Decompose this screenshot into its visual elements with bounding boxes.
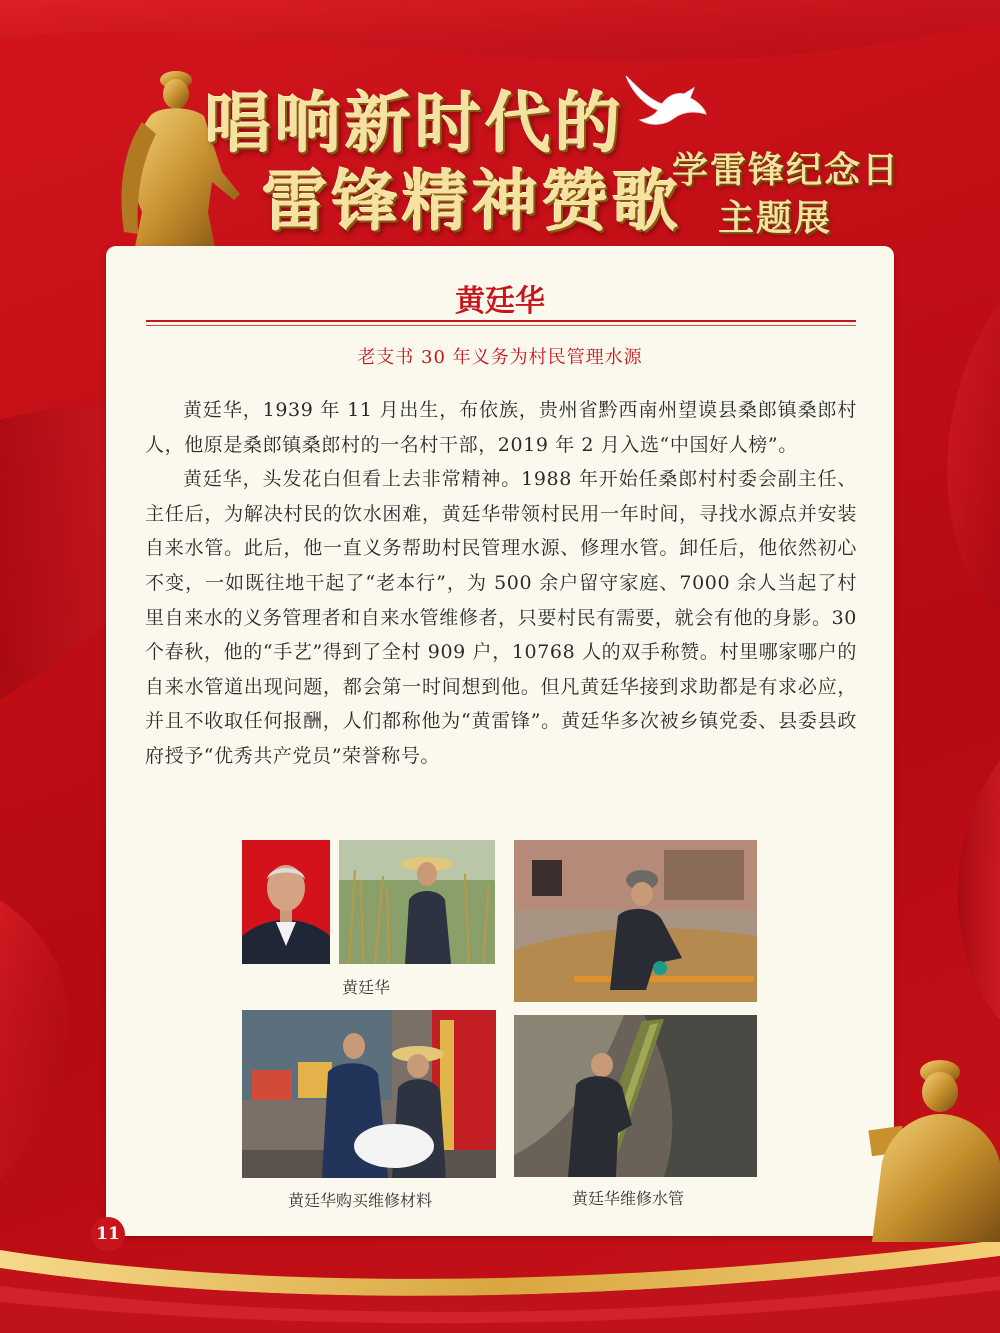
caption-repair: 黄廷华维修水管 xyxy=(572,1189,685,1208)
pipe-repair-slope-photo xyxy=(514,1015,757,1177)
theme-subtitle-line-1: 学雷锋纪念日 xyxy=(672,149,901,191)
article-body xyxy=(145,393,857,774)
article-subtitle: 老支书 30 年义务为村民管理水源 xyxy=(357,347,643,368)
portrait-photo xyxy=(242,840,330,964)
caption-buying: 黄廷华购买维修材料 xyxy=(288,1191,433,1210)
title-line-2: 雷锋精神赞歌 xyxy=(262,162,682,240)
caption-portrait: 黄廷华 xyxy=(342,978,391,997)
page-number: 11 xyxy=(91,1217,125,1251)
paragraph: 黄廷华，头发花白但看上去非常精神。1988 年开始任桑郎村村委会副主任、主任后，为解决村民的饮水困难，黄廷华带领村民用一年时间，寻找水源点并安装自来水管。此后，他一直义务帮助村民管理水源、修理水管。卸任后，他依然初心不变，一如既往地干起了“老本行”，为 500 余户留守家庭、7000 余人当起了村里自来水的义务管理者和自来水管维修者，只要村民有需要，就会有他的身影。30 个春秋，他的“手艺”得到了全村 909 户，10768 人的双手称赞。村里哪家哪户的自来水管道出现问题，都会第一时间想到他。但凡黄廷华接到求助都是有求必应，并且不收取任何报酬，人们都称他为“黄雷锋”。黄廷华多次被乡镇党委、县委县政府授予“优秀共产党员”荣誉称号。 xyxy=(145,468,857,767)
lei-feng-statue-right xyxy=(852,1052,1000,1242)
title-divider xyxy=(146,320,856,322)
title-divider-thin xyxy=(146,325,856,326)
title-line-1: 唱响新时代的 xyxy=(205,84,625,162)
pipe-repair-ground-photo xyxy=(514,840,757,1002)
buying-materials-photo xyxy=(242,1010,496,1178)
theme-subtitle-line-2: 主题展 xyxy=(718,197,833,239)
article-title: 黄廷华 xyxy=(455,284,545,319)
paragraph: 黄廷华，1939 年 11 月出生，布依族，贵州省黔西南州望谟县桑郎镇桑郎村人，他原是桑郎镇桑郎村的一名村干部，2019 年 2 月入选“中国好人榜”。 xyxy=(145,399,857,456)
field-photo xyxy=(339,840,495,964)
header xyxy=(0,0,1000,250)
dove-icon xyxy=(622,70,708,132)
bottom-gold-ribbon xyxy=(0,1210,1000,1333)
